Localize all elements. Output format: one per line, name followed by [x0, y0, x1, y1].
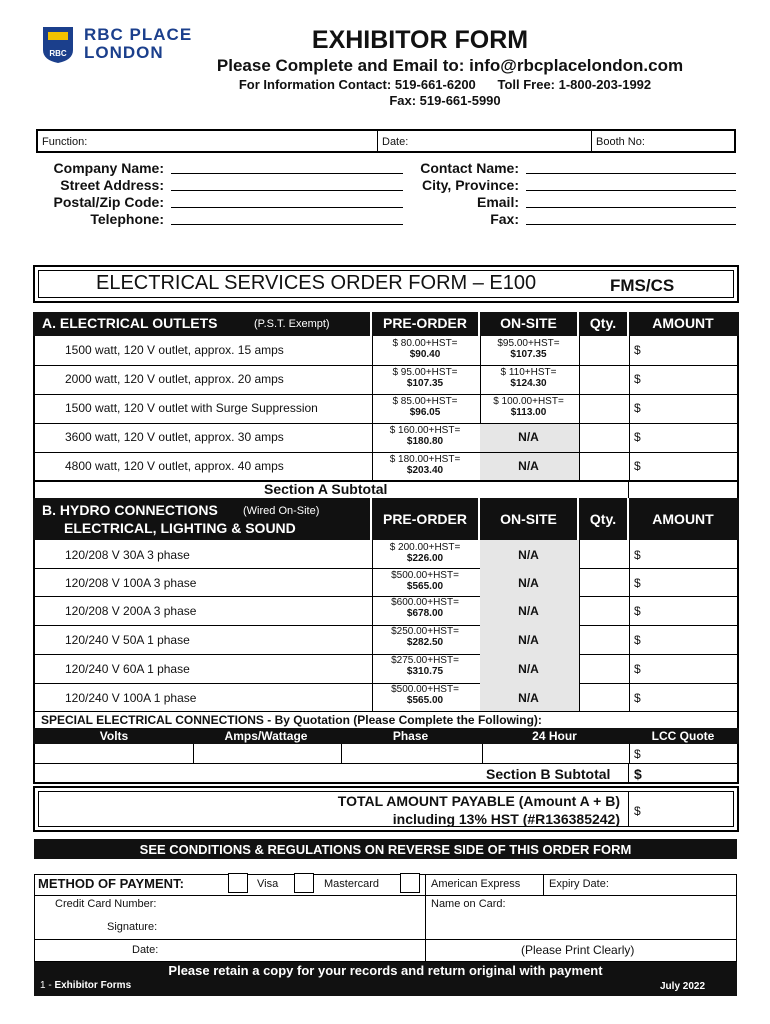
- price-text: $ 85.00+HST=: [392, 396, 458, 407]
- amex-checkbox[interactable]: [400, 873, 420, 893]
- price-text: $95.00+HST=: [497, 338, 560, 349]
- price-total: $124.30: [510, 378, 547, 389]
- col-phase: Phase: [392, 729, 429, 743]
- section-b-subtotal-label: Section B Subtotal: [486, 766, 611, 782]
- row-b5-label: 120/240 V 60A 1 phase: [65, 662, 190, 676]
- city-province-field[interactable]: [526, 177, 736, 191]
- row-b1-onsite: N/A: [480, 548, 577, 562]
- price-total: $678.00: [406, 608, 444, 619]
- price-total: $203.40: [406, 465, 444, 476]
- row-a5-onsite: N/A: [480, 459, 577, 473]
- amex-label: American Express: [431, 878, 521, 890]
- price-text: $500.00+HST=: [391, 684, 459, 695]
- row-a5-qty[interactable]: [580, 453, 626, 480]
- contact-name-field[interactable]: [526, 160, 736, 174]
- price-text: $ 160.00+HST=: [389, 425, 461, 436]
- col-onsite-b: ON-SITE: [500, 511, 557, 527]
- booth-field[interactable]: Booth No:: [596, 136, 645, 148]
- row-b4-label: 120/240 V 50A 1 phase: [65, 633, 190, 647]
- visa-label: Visa: [257, 878, 279, 890]
- row-a5-amount[interactable]: $: [634, 459, 641, 473]
- row-a2-preorder: [372, 367, 478, 389]
- price-text: $ 100.00+HST=: [493, 396, 564, 407]
- mastercard-label: Mastercard: [324, 878, 380, 890]
- row-b2-label: 120/208 V 100A 3 phase: [65, 576, 197, 590]
- expiry-date-field[interactable]: Expiry Date:: [549, 878, 609, 890]
- 24hour-input[interactable]: [482, 745, 627, 763]
- price-total: $310.75: [406, 666, 444, 677]
- label-email: Email:: [476, 194, 519, 210]
- price-total: $96.05: [409, 407, 441, 418]
- section-b-title: B. HYDRO CONNECTIONS: [42, 502, 218, 518]
- credit-card-number-field[interactable]: Credit Card Number:: [55, 898, 157, 910]
- signature-field[interactable]: Signature:: [107, 921, 158, 933]
- info-bar: [36, 129, 736, 153]
- col-lcc-quote: LCC Quote: [651, 729, 715, 743]
- section-b-subtotal-amount[interactable]: $: [634, 766, 642, 782]
- price-text: $ 95.00+HST=: [392, 367, 458, 378]
- price-total: $180.80: [406, 436, 444, 447]
- special-connections-label: SPECIAL ELECTRICAL CONNECTIONS - By Quotation (Please Complete the Following):: [41, 713, 542, 727]
- row-a4-onsite: N/A: [480, 430, 577, 444]
- row-a5-preorder: [372, 454, 478, 476]
- row-b4-onsite: N/A: [480, 633, 577, 647]
- row-b4-preorder: [372, 626, 478, 648]
- row-a1-amount[interactable]: $: [634, 343, 641, 357]
- row-b6-amount[interactable]: $: [634, 691, 641, 705]
- email-line: Please Complete and Email to: info@rbcplacelondon.com: [216, 56, 684, 75]
- section-b-note: (Wired On-Site): [243, 505, 320, 517]
- form-code: FMS/CS: [610, 276, 675, 295]
- price-text: $275.00+HST=: [391, 655, 459, 666]
- row-b3-label: 120/208 V 200A 3 phase: [65, 604, 197, 618]
- row-a3-preorder: [372, 396, 478, 418]
- street-address-field[interactable]: [171, 177, 403, 191]
- row-a3-label: 1500 watt, 120 V outlet with Surge Suppression: [65, 401, 318, 415]
- section-a-subtotal-label: Section A Subtotal: [264, 481, 388, 497]
- row-a2-amount[interactable]: $: [634, 372, 641, 386]
- contact-phone: For Information Contact: 519-661-6200: [238, 77, 476, 92]
- footer-date: July 2022: [660, 981, 706, 992]
- row-b2-preorder: [372, 570, 478, 592]
- col-qty-b: Qty.: [589, 511, 617, 527]
- mastercard-checkbox[interactable]: [294, 873, 314, 893]
- label-fax: Fax:: [490, 211, 519, 227]
- company-name-field[interactable]: [171, 160, 403, 174]
- row-b5-preorder: [372, 655, 478, 677]
- col-preorder-a: PRE-ORDER: [382, 315, 467, 331]
- conditions-bar: SEE CONDITIONS & REGULATIONS ON REVERSE SIDE OF THIS ORDER FORM: [34, 839, 737, 859]
- row-a2-label: 2000 watt, 120 V outlet, approx. 20 amps: [65, 372, 284, 386]
- price-total: $226.00: [406, 553, 444, 564]
- col-amount-b: AMOUNT: [652, 511, 714, 527]
- price-text: $250.00+HST=: [391, 626, 459, 637]
- row-b3-preorder: [372, 597, 478, 619]
- total-amount[interactable]: $: [634, 804, 641, 818]
- toll-free: Toll Free: 1-800-203-1992: [497, 77, 652, 92]
- col-24hour: 24 Hour: [532, 729, 577, 743]
- row-a1-preorder: [372, 338, 478, 360]
- date-payment-field[interactable]: Date:: [132, 944, 159, 956]
- row-a1-label: 1500 watt, 120 V outlet, approx. 15 amps: [65, 343, 284, 357]
- row-b2-amount[interactable]: $: [634, 576, 641, 590]
- footer-forms-label: Exhibitor Forms: [54, 980, 132, 991]
- label-city-province: City, Province:: [422, 177, 519, 193]
- row-a2-onsite: [480, 367, 577, 389]
- row-a4-qty[interactable]: [580, 424, 626, 451]
- email-field[interactable]: [526, 194, 736, 208]
- label-company-name: Company Name:: [53, 160, 164, 176]
- volts-input[interactable]: [37, 745, 191, 763]
- col-volts: Volts: [99, 729, 129, 743]
- postal-code-field[interactable]: [171, 194, 403, 208]
- price-total: $113.00: [510, 407, 547, 418]
- label-telephone: Telephone:: [90, 211, 164, 227]
- row-b6-preorder: [372, 684, 478, 706]
- col-qty-a: Qty.: [589, 315, 617, 331]
- row-a3-qty[interactable]: [580, 395, 626, 422]
- print-clearly-note: (Please Print Clearly): [521, 943, 635, 957]
- row-b1-label: 120/208 V 30A 3 phase: [65, 548, 190, 562]
- total-label-line1: TOTAL AMOUNT PAYABLE (Amount A + B): [337, 793, 620, 809]
- row-b3-amount[interactable]: $: [634, 604, 641, 618]
- lcc-quote-amount[interactable]: $: [634, 747, 641, 761]
- price-total: $107.35: [406, 378, 444, 389]
- row-a3-onsite: [480, 396, 577, 418]
- phase-input[interactable]: [341, 745, 480, 763]
- row-b3-onsite: N/A: [480, 604, 577, 618]
- row-b6-onsite: N/A: [480, 691, 577, 705]
- telephone-field[interactable]: [171, 211, 403, 225]
- row-a4-amount[interactable]: $: [634, 430, 641, 444]
- section-b-title2: ELECTRICAL, LIGHTING & SOUND: [64, 520, 296, 536]
- price-total: $565.00: [406, 581, 444, 592]
- retain-copy-note: Please retain a copy for your records and return original with payment: [168, 963, 603, 978]
- row-a3-amount[interactable]: $: [634, 401, 641, 415]
- row-a4-preorder: [372, 425, 478, 447]
- price-total: $282.50: [406, 637, 444, 648]
- svg-text:RBC: RBC: [49, 49, 67, 58]
- fax-line: Fax: 519-661-5990: [389, 93, 501, 108]
- price-total: $107.35: [510, 349, 547, 360]
- price-total: $90.40: [409, 349, 441, 360]
- row-b4-amount[interactable]: $: [634, 633, 641, 647]
- col-amount-a: AMOUNT: [652, 315, 714, 331]
- price-text: $500.00+HST=: [391, 570, 459, 581]
- fax-field[interactable]: [526, 211, 736, 225]
- price-text: $ 80.00+HST=: [392, 338, 458, 349]
- logo-line1: RBC PLACE: [84, 25, 193, 44]
- price-text: $ 110+HST=: [500, 367, 557, 378]
- amps-input[interactable]: [193, 745, 339, 763]
- label-contact-name: Contact Name:: [420, 160, 519, 176]
- date-field[interactable]: Date:: [378, 131, 592, 151]
- contact-line: [0, 77, 770, 92]
- label-street-address: Street Address:: [60, 177, 164, 193]
- section-a-title: A. ELECTRICAL OUTLETS: [42, 315, 218, 331]
- name-on-card-field[interactable]: Name on Card:: [431, 898, 506, 910]
- row-b2-onsite: N/A: [480, 576, 577, 590]
- row-a4-label: 3600 watt, 120 V outlet, approx. 30 amps: [65, 430, 284, 444]
- row-a1-qty[interactable]: [580, 337, 626, 364]
- logo-line2: LONDON: [84, 43, 164, 62]
- col-onsite-a: ON-SITE: [500, 315, 557, 331]
- row-a5-label: 4800 watt, 120 V outlet, approx. 40 amps: [65, 459, 284, 473]
- price-text: $ 180.00+HST=: [389, 454, 461, 465]
- row-b1-preorder: [372, 542, 478, 564]
- row-a2-qty[interactable]: [580, 366, 626, 393]
- form-title: EXHIBITOR FORM: [311, 26, 529, 54]
- col-amps: Amps/Wattage: [224, 729, 308, 743]
- section-a-note: (P.S.T. Exempt): [254, 318, 330, 330]
- payment-method-title: METHOD OF PAYMENT:: [38, 876, 184, 891]
- price-text: $ 200.00+HST=: [389, 542, 461, 553]
- page-number: [40, 980, 131, 991]
- col-preorder-b: PRE-ORDER: [382, 511, 467, 527]
- row-b5-onsite: N/A: [480, 662, 577, 676]
- label-postal-code: Postal/Zip Code:: [53, 194, 164, 210]
- row-b5-amount[interactable]: $: [634, 662, 641, 676]
- function-field[interactable]: Function:: [38, 131, 378, 151]
- row-b6-label: 120/240 V 100A 1 phase: [65, 691, 197, 705]
- total-label-line2: including 13% HST (#R136385242): [392, 811, 620, 827]
- price-total: $565.00: [406, 695, 444, 706]
- row-b1-amount[interactable]: $: [634, 548, 641, 562]
- page-number-text: 1 -: [40, 980, 55, 991]
- visa-checkbox[interactable]: [228, 873, 248, 893]
- price-text: $600.00+HST=: [391, 597, 459, 608]
- electrical-form-title: ELECTRICAL SERVICES ORDER FORM – E100: [96, 272, 537, 294]
- row-a1-onsite: [480, 338, 577, 360]
